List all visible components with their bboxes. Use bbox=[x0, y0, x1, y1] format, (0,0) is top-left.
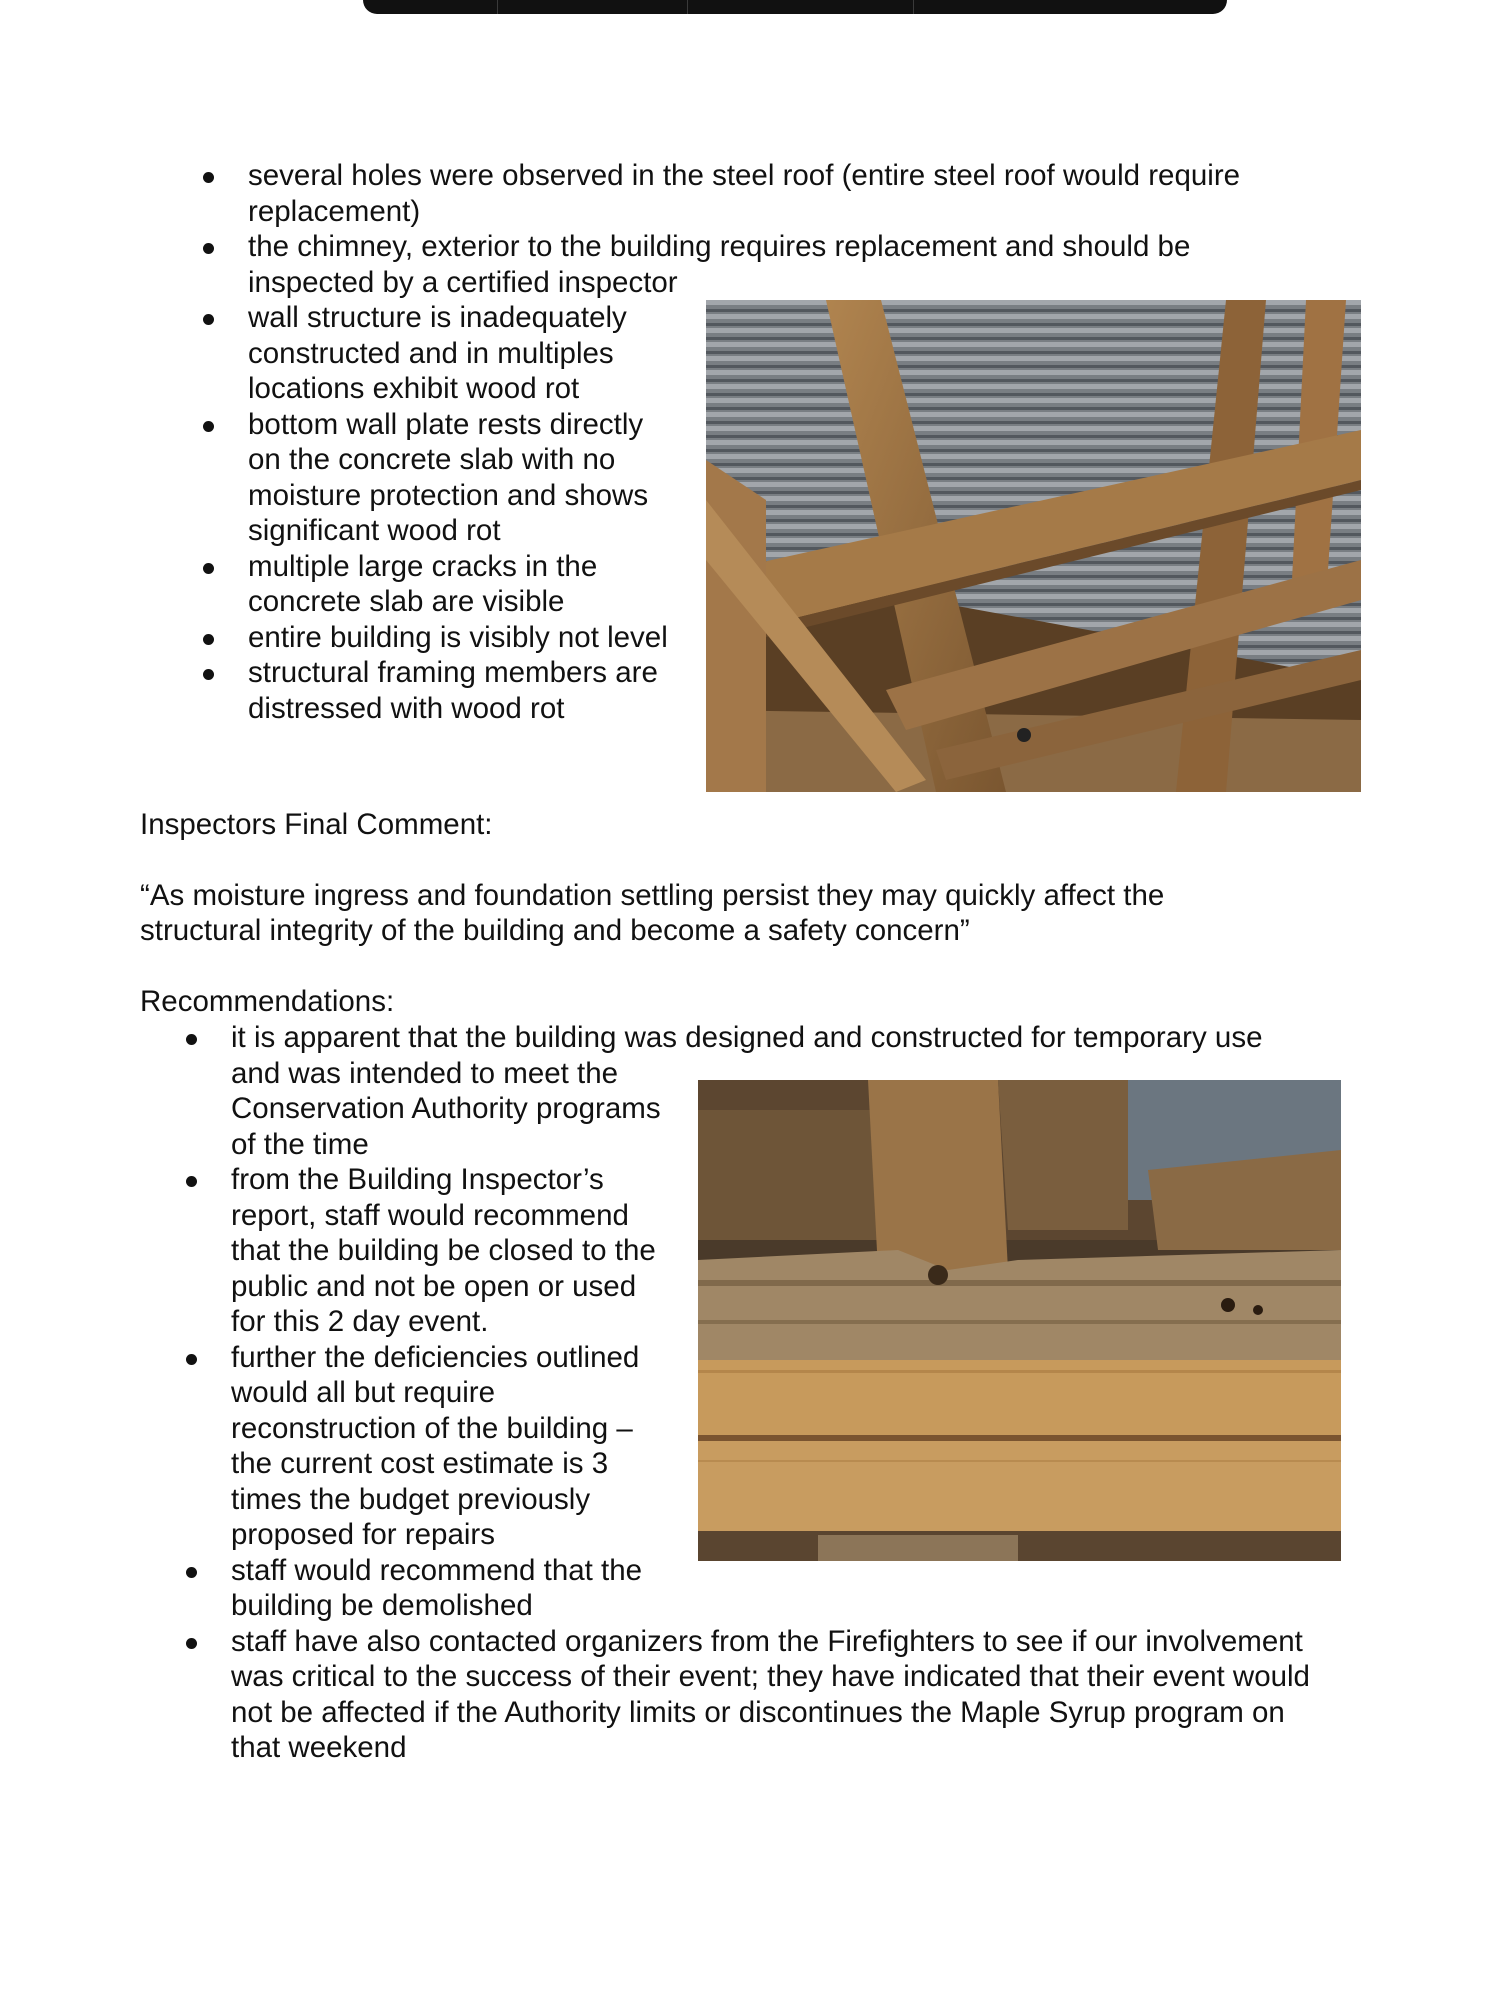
bullet-icon bbox=[203, 243, 214, 254]
recommendation-text: from the Building Inspector’s report, staff would recommend that the building be closed to the public and not be open or used for this 2 day event. bbox=[231, 1163, 656, 1338]
bullet-icon bbox=[203, 421, 214, 432]
finding-text: wall structure is inadequately constructed and in multiples locations exhibit wood rot bbox=[248, 301, 627, 405]
top-toolbar bbox=[363, 0, 1227, 14]
list-item bbox=[231, 1553, 671, 1624]
recommendation-text: staff have also contacted organizers from the Firefighters to see if our involvement was critical to the success of their event; they have indicated that their event would not be affected if the Authority limits or discontinues the Maple Syrup program on that weekend bbox=[231, 1624, 1310, 1764]
final-comment-quote-line1: “As moisture ingress and foundation settling persist they may quickly affect the bbox=[140, 879, 1165, 912]
toolbar-segment[interactable] bbox=[688, 0, 914, 14]
list-item bbox=[231, 1340, 661, 1553]
finding-text: bottom wall plate rests directly on the concrete slab with no moisture protection and shows significant wood rot bbox=[248, 407, 649, 547]
list-item bbox=[231, 1162, 661, 1340]
recommendation-text: it is apparent that the building was designed and constructed for temporary use and was intended to meet the Conservation Authority programs of the time bbox=[231, 1021, 1263, 1161]
bullet-icon bbox=[203, 172, 214, 183]
list-item bbox=[248, 620, 673, 656]
recommendation-text: further the deficiencies outlined would all but require reconstruction of the building – the current cost estimate is 3 times the budget previously proposed for repairs bbox=[231, 1340, 640, 1551]
finding-text: the chimney, exterior to the building requires replacement and should be inspected by a certified inspector bbox=[248, 230, 1191, 299]
list-item bbox=[248, 549, 673, 620]
bullet-icon bbox=[186, 1034, 197, 1045]
finding-text: several holes were observed in the steel roof (entire steel roof would require replacement) bbox=[248, 159, 1241, 228]
final-comment-heading: Inspectors Final Comment: bbox=[140, 808, 493, 841]
bullet-icon bbox=[203, 314, 214, 325]
bullet-icon bbox=[203, 669, 214, 680]
list-item bbox=[248, 655, 688, 726]
inspection-findings-list bbox=[248, 158, 1308, 726]
list-item bbox=[248, 407, 673, 549]
bullet-icon bbox=[186, 1176, 197, 1187]
list-item bbox=[248, 300, 673, 407]
recommendations-heading: Recommendations: bbox=[140, 985, 395, 1018]
toolbar-segment[interactable] bbox=[498, 0, 688, 14]
list-item bbox=[231, 1624, 1341, 1766]
bullet-icon bbox=[186, 1638, 197, 1649]
recommendation-text: staff would recommend that the building be demolished bbox=[231, 1553, 643, 1622]
final-comment-quote-line2: structural integrity of the building and become a safety concern” bbox=[140, 914, 970, 947]
list-item bbox=[248, 229, 1258, 300]
toolbar-segment[interactable] bbox=[914, 0, 1227, 14]
finding-text: structural framing members are distressed with wood rot bbox=[248, 656, 658, 725]
bullet-icon bbox=[186, 1567, 197, 1578]
finding-text: entire building is visibly not level bbox=[248, 620, 668, 654]
toolbar-segment[interactable] bbox=[363, 0, 498, 14]
bullet-icon bbox=[203, 634, 214, 645]
list-item bbox=[248, 158, 1308, 229]
bullet-icon bbox=[203, 563, 214, 574]
bullet-icon bbox=[186, 1354, 197, 1365]
finding-text: multiple large cracks in the concrete slab are visible bbox=[248, 549, 598, 618]
recommendations-list bbox=[231, 1020, 1341, 1766]
list-item bbox=[231, 1020, 1341, 1162]
